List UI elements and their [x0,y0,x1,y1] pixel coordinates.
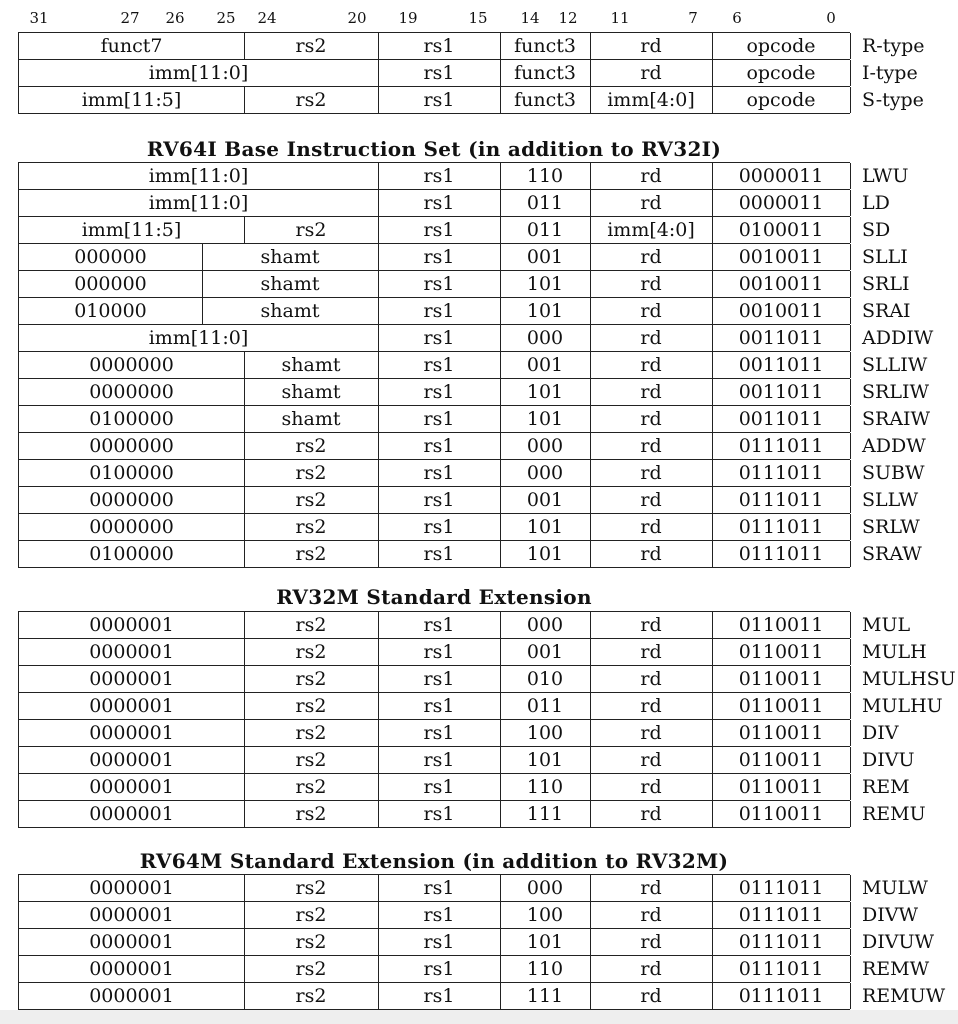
table-row [18,801,926,828]
encoding-field: rd [590,60,713,86]
encoding-field: rs1 [378,774,501,800]
encoding-field: rd [590,352,713,378]
encoding-field: rs1 [378,929,501,955]
encoding-field: rd [590,379,713,405]
encoding-field: rs1 [378,244,501,270]
encoding-field: 0000001 [18,902,245,928]
encoding-field: 0111011 [712,929,851,955]
instruction-label: SRAIW [862,408,931,430]
encoding-field: rd [590,487,713,513]
encoding-field: rs2 [244,747,379,773]
instruction-label: SRLI [862,273,910,295]
encoding-field: rs2 [244,693,379,719]
encoding-field: rs1 [378,190,501,216]
instruction-label: S-type [862,89,924,111]
table-row [18,541,922,568]
instruction-label: MULHSU [862,668,956,690]
encoding-field: 0000001 [18,747,245,773]
instruction-label: SUBW [862,462,925,484]
instruction-label: SLLI [862,246,908,268]
encoding-field: 0011011 [712,325,851,351]
format-table [18,32,925,114]
bit-position-27: 27 [120,9,140,27]
encoding-field: 0111011 [712,541,851,567]
section-title: RV64I Base Instruction Set (in addition to RV32I) [146,137,722,161]
encoding-field: 0100000 [18,460,245,486]
encoding-field: opcode [712,33,851,59]
encoding-field: rd [590,271,713,297]
encoding-field: 0000000 [18,514,245,540]
instruction-label: MULW [862,877,928,899]
table-row [18,612,911,639]
encoding-field: rs1 [378,693,501,719]
encoding-field: 000 [500,325,591,351]
encoding-field: 0000000 [18,433,245,459]
encoding-field: rd [590,720,713,746]
encoding-field: rd [590,244,713,270]
encoding-field: 0111011 [712,514,851,540]
encoding-field: rs1 [378,217,501,243]
encoding-field: 011 [500,693,591,719]
table-row [18,639,927,666]
instruction-label: SLLW [862,489,919,511]
encoding-field: 0111011 [712,487,851,513]
instruction-label: SLLIW [862,354,928,376]
encoding-field: rs2 [244,87,379,113]
instruction-label: SRAI [862,300,911,322]
instruction-table [18,611,956,828]
encoding-field: rd [590,983,713,1009]
encoding-field: 0111011 [712,983,851,1009]
encoding-field: 0110011 [712,720,851,746]
section-title: RV32M Standard Extension [276,585,592,609]
encoding-field: imm[11:0] [18,163,379,189]
encoding-field: rs1 [378,87,501,113]
encoding-field: rd [590,190,713,216]
encoding-field: rs1 [378,801,501,827]
table-row [18,244,908,271]
encoding-field: imm[4:0] [590,87,713,113]
encoding-field: imm[4:0] [590,217,713,243]
encoding-field: 0100000 [18,406,245,432]
instruction-label: SRAW [862,543,922,565]
encoding-field: 111 [500,801,591,827]
encoding-field: 0000001 [18,983,245,1009]
encoding-field: rs1 [378,487,501,513]
bit-position-25: 25 [216,9,236,27]
encoding-field: rs1 [378,460,501,486]
encoding-field: 110 [500,956,591,982]
instruction-label: SRLIW [862,381,929,403]
instruction-label: REMU [862,803,926,825]
instruction-label: REMUW [862,985,946,1007]
encoding-field: rs2 [244,433,379,459]
table-row [18,460,925,487]
encoding-field: rs1 [378,379,501,405]
encoding-field: rs1 [378,902,501,928]
encoding-field: rd [590,956,713,982]
table-row [18,163,909,190]
encoding-field: imm[11:0] [18,60,379,86]
table-row [18,774,910,801]
encoding-field: funct3 [500,60,591,86]
encoding-field: 101 [500,298,591,324]
encoding-field: rd [590,801,713,827]
encoding-field: rs2 [244,514,379,540]
encoding-field: rd [590,639,713,665]
encoding-field: imm[11:5] [18,87,245,113]
bit-position-6: 6 [732,9,742,27]
encoding-field: rs1 [378,956,501,982]
encoding-field: 000000 [18,244,203,270]
encoding-field: rs2 [244,983,379,1009]
encoding-field: 011 [500,217,591,243]
instruction-label: I-type [862,62,918,84]
table-row [18,875,928,902]
encoding-field: rs2 [244,720,379,746]
encoding-field: 0111011 [712,433,851,459]
encoding-field: rs1 [378,875,501,901]
encoding-field: 0100000 [18,541,245,567]
table-row [18,929,935,956]
encoding-field: rd [590,298,713,324]
encoding-field: shamt [244,379,379,405]
encoding-field: rs2 [244,875,379,901]
table-row [18,379,929,406]
encoding-field: rs1 [378,33,501,59]
encoding-field: shamt [244,352,379,378]
encoding-field: rs1 [378,406,501,432]
encoding-field: rs1 [378,720,501,746]
table-row [18,487,919,514]
instruction-label: R-type [862,35,925,57]
encoding-field: rs2 [244,666,379,692]
encoding-field: 001 [500,352,591,378]
encoding-field: 0011011 [712,379,851,405]
instruction-table [18,874,946,1010]
encoding-field: 101 [500,541,591,567]
encoding-field: rs1 [378,514,501,540]
bit-position-12: 12 [558,9,578,27]
encoding-field: 0000001 [18,612,245,638]
encoding-field: rs1 [378,271,501,297]
encoding-field: 000 [500,612,591,638]
encoding-field: rs2 [244,639,379,665]
encoding-field: 0010011 [712,298,851,324]
encoding-field: rs1 [378,433,501,459]
encoding-field: rd [590,747,713,773]
encoding-field: rs2 [244,929,379,955]
encoding-field: 0000000 [18,379,245,405]
encoding-field: funct3 [500,33,591,59]
bit-position-14: 14 [520,9,540,27]
bit-position-15: 15 [468,9,488,27]
table-row [18,720,899,747]
encoding-field: opcode [712,60,851,86]
encoding-field: 0000001 [18,720,245,746]
encoding-field: shamt [202,271,379,297]
instruction-label: MULHU [862,695,943,717]
encoding-field: 0110011 [712,612,851,638]
encoding-field: 011 [500,190,591,216]
table-row [18,514,920,541]
table-row [18,325,934,352]
encoding-field: rd [590,929,713,955]
encoding-field: 0110011 [712,693,851,719]
table-row [18,406,931,433]
encoding-field: 110 [500,163,591,189]
bit-position-0: 0 [826,9,836,27]
encoding-field: 0000011 [712,190,851,216]
bit-position-19: 19 [398,9,418,27]
encoding-field: 0111011 [712,902,851,928]
table-row [18,693,943,720]
encoding-field: 0000001 [18,693,245,719]
encoding-field: 0000000 [18,487,245,513]
encoding-field: rs1 [378,325,501,351]
instruction-label: REM [862,776,910,798]
encoding-field: 0110011 [712,666,851,692]
encoding-field: 0010011 [712,271,851,297]
instruction-label: ADDIW [862,327,934,349]
encoding-field: 001 [500,487,591,513]
instruction-label: DIV [862,722,899,744]
instruction-label: MUL [862,614,911,636]
encoding-field: rd [590,875,713,901]
encoding-field: 000 [500,875,591,901]
instruction-table [18,162,934,568]
encoding-field: 110 [500,774,591,800]
encoding-field: funct3 [500,87,591,113]
table-row [18,190,890,217]
encoding-field: 0111011 [712,956,851,982]
encoding-field: rs1 [378,983,501,1009]
section-title: RV64M Standard Extension (in addition to RV32M) [139,849,729,873]
encoding-field: rd [590,541,713,567]
encoding-field: rs1 [378,352,501,378]
encoding-field: 100 [500,720,591,746]
table-row [18,298,911,325]
table-row [18,87,924,114]
encoding-field: rs2 [244,612,379,638]
table-row [18,956,930,983]
encoding-field: rs2 [244,902,379,928]
encoding-field: 0111011 [712,460,851,486]
encoding-field: 010000 [18,298,203,324]
encoding-field: imm[11:0] [18,325,379,351]
table-row [18,433,926,460]
encoding-field: 000 [500,433,591,459]
encoding-field: rs1 [378,541,501,567]
encoding-field: rd [590,33,713,59]
encoding-field: 0000001 [18,956,245,982]
table-row [18,217,891,244]
instruction-label: DIVUW [862,931,935,953]
encoding-field: 100 [500,902,591,928]
encoding-field: 0110011 [712,801,851,827]
bit-position-20: 20 [347,9,367,27]
bit-position-24: 24 [257,9,277,27]
encoding-field: 0000001 [18,774,245,800]
table-row [18,902,918,929]
encoding-field: 001 [500,639,591,665]
encoding-field: imm[11:0] [18,190,379,216]
encoding-field: rd [590,406,713,432]
encoding-field: 0110011 [712,639,851,665]
instruction-label: DIVU [862,749,915,771]
encoding-field: 010 [500,666,591,692]
encoding-field: 0011011 [712,406,851,432]
encoding-field: rd [590,612,713,638]
encoding-field: rs1 [378,612,501,638]
encoding-field: 0110011 [712,747,851,773]
encoding-field: 0000001 [18,801,245,827]
encoding-field: 0000001 [18,875,245,901]
encoding-field: rs2 [244,217,379,243]
table-row [18,983,946,1010]
encoding-field: rd [590,774,713,800]
encoding-field: rs2 [244,801,379,827]
encoding-field: 000 [500,460,591,486]
encoding-field: 101 [500,379,591,405]
encoding-field: 101 [500,747,591,773]
encoding-field: 0010011 [712,244,851,270]
encoding-field: 0011011 [712,352,851,378]
encoding-field: 0000011 [712,163,851,189]
encoding-field: 101 [500,271,591,297]
table-row [18,271,910,298]
encoding-field: rd [590,666,713,692]
table-row [18,33,925,60]
encoding-field: shamt [202,244,379,270]
encoding-field: shamt [202,298,379,324]
encoding-field: rs2 [244,487,379,513]
encoding-field: 0100011 [712,217,851,243]
bit-position-7: 7 [688,9,698,27]
encoding-field: rd [590,433,713,459]
encoding-field: rd [590,514,713,540]
instruction-label: MULH [862,641,927,663]
encoding-field: rs2 [244,460,379,486]
encoding-field: opcode [712,87,851,113]
encoding-field: rs1 [378,639,501,665]
encoding-field: rd [590,693,713,719]
bit-position-26: 26 [165,9,185,27]
encoding-field: 001 [500,244,591,270]
instruction-label: DIVW [862,904,918,926]
table-row [18,666,956,693]
encoding-field: 0000001 [18,929,245,955]
table-row [18,352,928,379]
encoding-field: rd [590,460,713,486]
encoding-field: 000000 [18,271,203,297]
encoding-field: rs2 [244,33,379,59]
encoding-field: 0111011 [712,875,851,901]
encoding-field: 101 [500,929,591,955]
instruction-label: REMW [862,958,930,980]
encoding-field: funct7 [18,33,245,59]
encoding-field: rs1 [378,747,501,773]
bit-position-11: 11 [610,9,630,27]
instruction-label: SRLW [862,516,920,538]
encoding-field: shamt [244,406,379,432]
table-row [18,747,915,774]
instruction-label: LWU [862,165,909,187]
encoding-field: 0000000 [18,352,245,378]
encoding-field: rs1 [378,60,501,86]
bottom-scroll-edge [0,1010,958,1024]
encoding-field: rs2 [244,956,379,982]
encoding-field: 101 [500,514,591,540]
encoding-field: rs2 [244,541,379,567]
encoding-field: rs1 [378,163,501,189]
encoding-field: imm[11:5] [18,217,245,243]
encoding-field: 111 [500,983,591,1009]
encoding-field: 101 [500,406,591,432]
encoding-field: rd [590,325,713,351]
encoding-field: 0000001 [18,666,245,692]
encoding-field: 0000001 [18,639,245,665]
encoding-field: 0110011 [712,774,851,800]
bit-position-31: 31 [29,9,49,27]
encoding-field: rs1 [378,298,501,324]
encoding-field: rs2 [244,774,379,800]
encoding-field: rd [590,163,713,189]
encoding-field: rs1 [378,666,501,692]
instruction-label: ADDW [862,435,926,457]
encoding-field: rd [590,902,713,928]
instruction-label: LD [862,192,890,214]
instruction-label: SD [862,219,891,241]
table-row [18,60,918,87]
